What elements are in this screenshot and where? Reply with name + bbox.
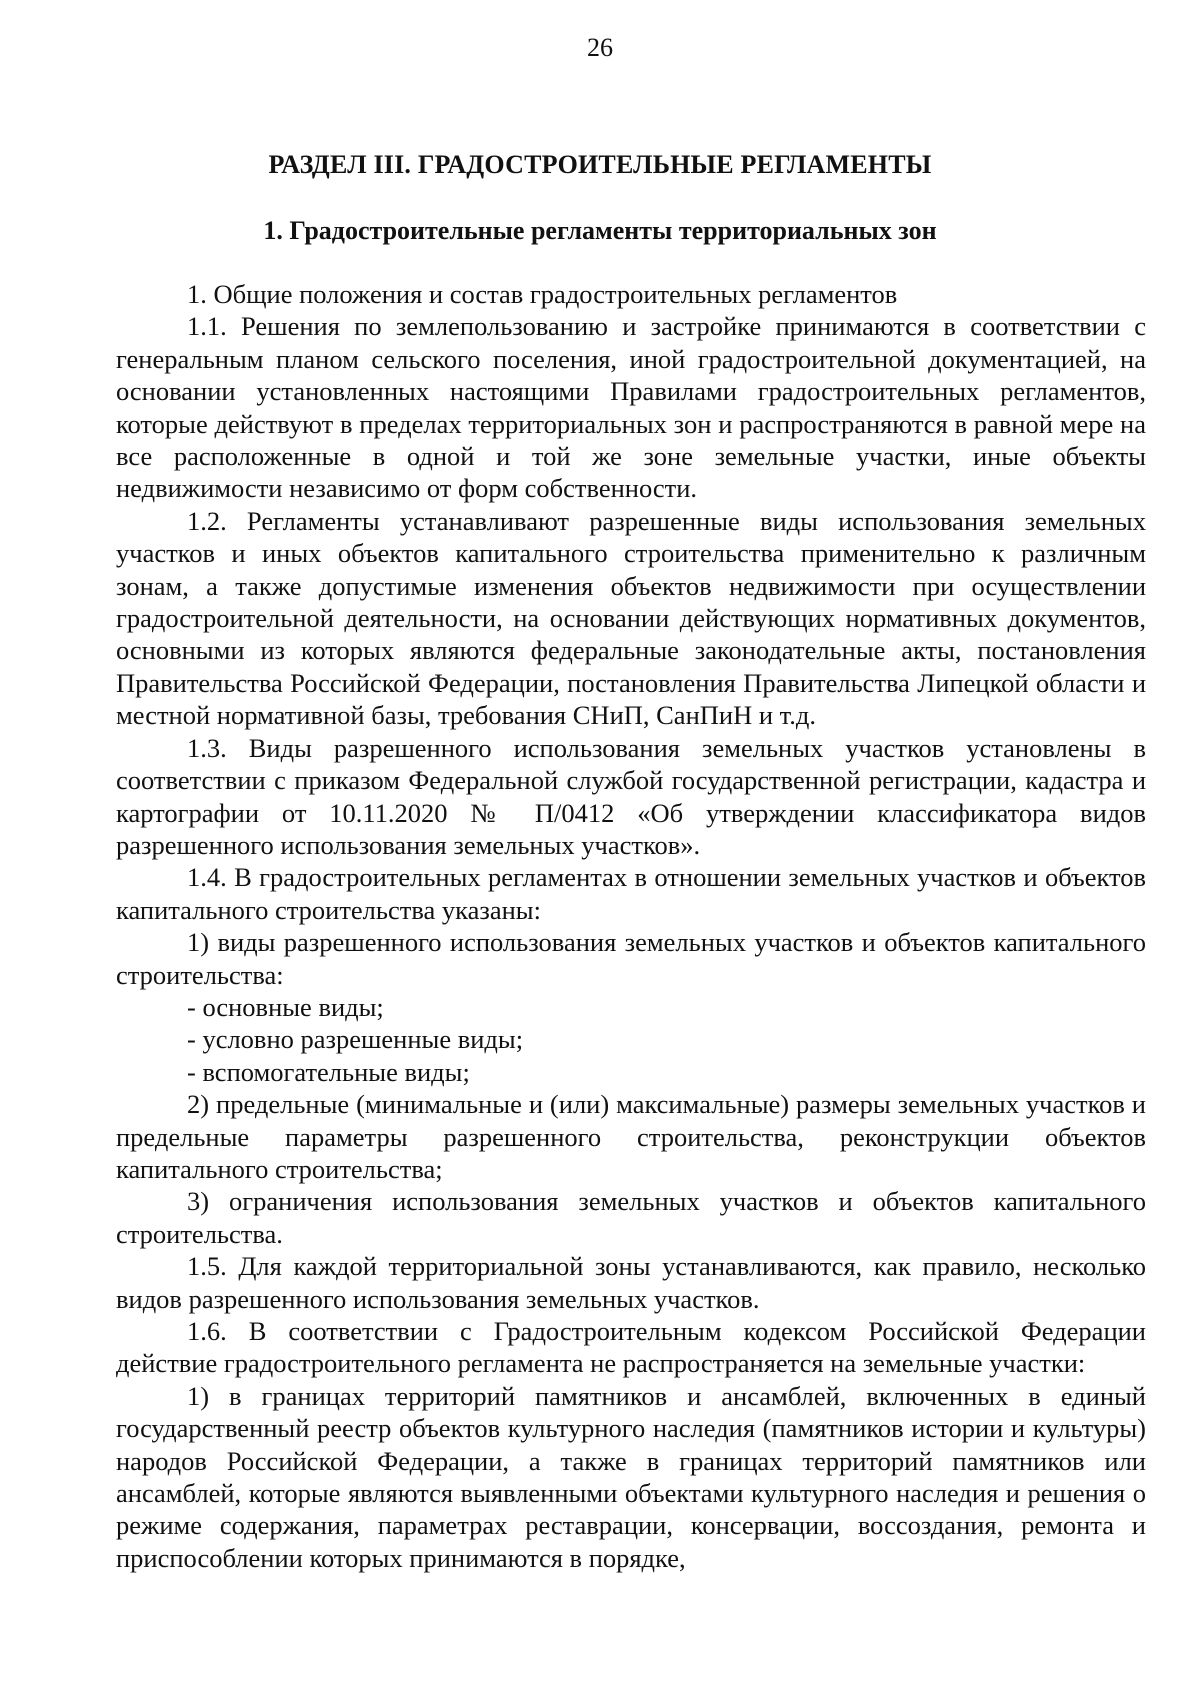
list-item-3: 3) ограничения использования земельных участков и объектов капитального строительства.	[116, 1186, 1146, 1249]
paragraph-1-1: 1.1. Решения по землепользованию и застройке принимаются в соответствии с генеральным планом сельского поселения, иной градостроительной документацией, на основании установленных настоящими Правилами градостроительных регламентов, которые действуют в пределах территориальных зон и распространяются в равной мере на все расположенные в одной и той же зоне земельные участки, иные объекты недвижимости независимо от форм собственности.	[116, 311, 1146, 504]
paragraph-1-6: 1.6. В соответствии с Градостроительным кодексом Российской Федерации действие градостроительного регламента не распространяется на земельные участки:	[116, 1316, 1146, 1379]
list-subitem-main-types: - основные виды;	[187, 991, 384, 1022]
paragraph-general-provisions: 1. Общие положения и состав градостроительных регламентов	[187, 279, 898, 309]
paragraph-1-3: 1.3. Виды разрешенного использования земельных участков установлены в соответствии с приказом Федеральной службой государственной регистрации, кадастра и картографии от 10.11.2020 № П/0412 «Об утверждении классификатора видов разрешенного использования земельных участков».	[116, 732, 1146, 860]
document-body	[116, 278, 1146, 1574]
list-item-1: 1) виды разрешенного использования земельных участков и объектов капитального строительства:	[116, 927, 1146, 990]
paragraph-1-4: 1.4. В градостроительных регламентах в отношении земельных участков и объектов капитального строительства указаны:	[116, 862, 1146, 925]
paragraph-1-6-item-1: 1) в границах территорий памятников и ансамблей, включенных в единый государственный реестр объектов культурного наследия (памятников истории и культуры) народов Российской Федерации, а также в границах территорий памятников или ансамблей, которые являются выявленными объектами культурного наследия и решения о режиме содержания, параметрах реставрации, консервации, воссоздания, ремонта и приспособлении которых принимаются в порядке,	[116, 1380, 1146, 1573]
list-item-2: 2) предельные (минимальные и (или) максимальные) размеры земельных участков и предельные параметры разрешенного строительства, реконструкции объектов капитального строительства;	[116, 1089, 1146, 1184]
list-subitem-auxiliary-types: - вспомогательные виды;	[187, 1056, 470, 1087]
section-title: РАЗДЕЛ III. ГРАДОСТРОИТЕЛЬНЫЕ РЕГЛАМЕНТЫ	[268, 150, 932, 179]
page-number: 26	[587, 33, 613, 62]
paragraph-1-2: 1.2. Регламенты устанавливают разрешенные виды использования земельных участков и иных объектов капитального строительства применительно к различным зонам, а также допустимые изменения объектов недвижимости при осуществлении градостроительной деятельности, на основании действующих нормативных документов, основными из которых являются федеральные законодательные акты, постановления Правительства Российской Федерации, постановления Правительства Липецкой области и местной нормативной базы, требования СНиП, СанПиН и т.д.	[116, 505, 1146, 731]
list-subitem-conditional-types: - условно разрешенные виды;	[187, 1024, 524, 1055]
subsection-title: 1. Градостроительные регламенты территориальных зон	[263, 216, 937, 245]
paragraph-1-5: 1.5. Для каждой территориальной зоны устанавливаются, как правило, несколько видов разрешенного использования земельных участков.	[116, 1251, 1146, 1314]
